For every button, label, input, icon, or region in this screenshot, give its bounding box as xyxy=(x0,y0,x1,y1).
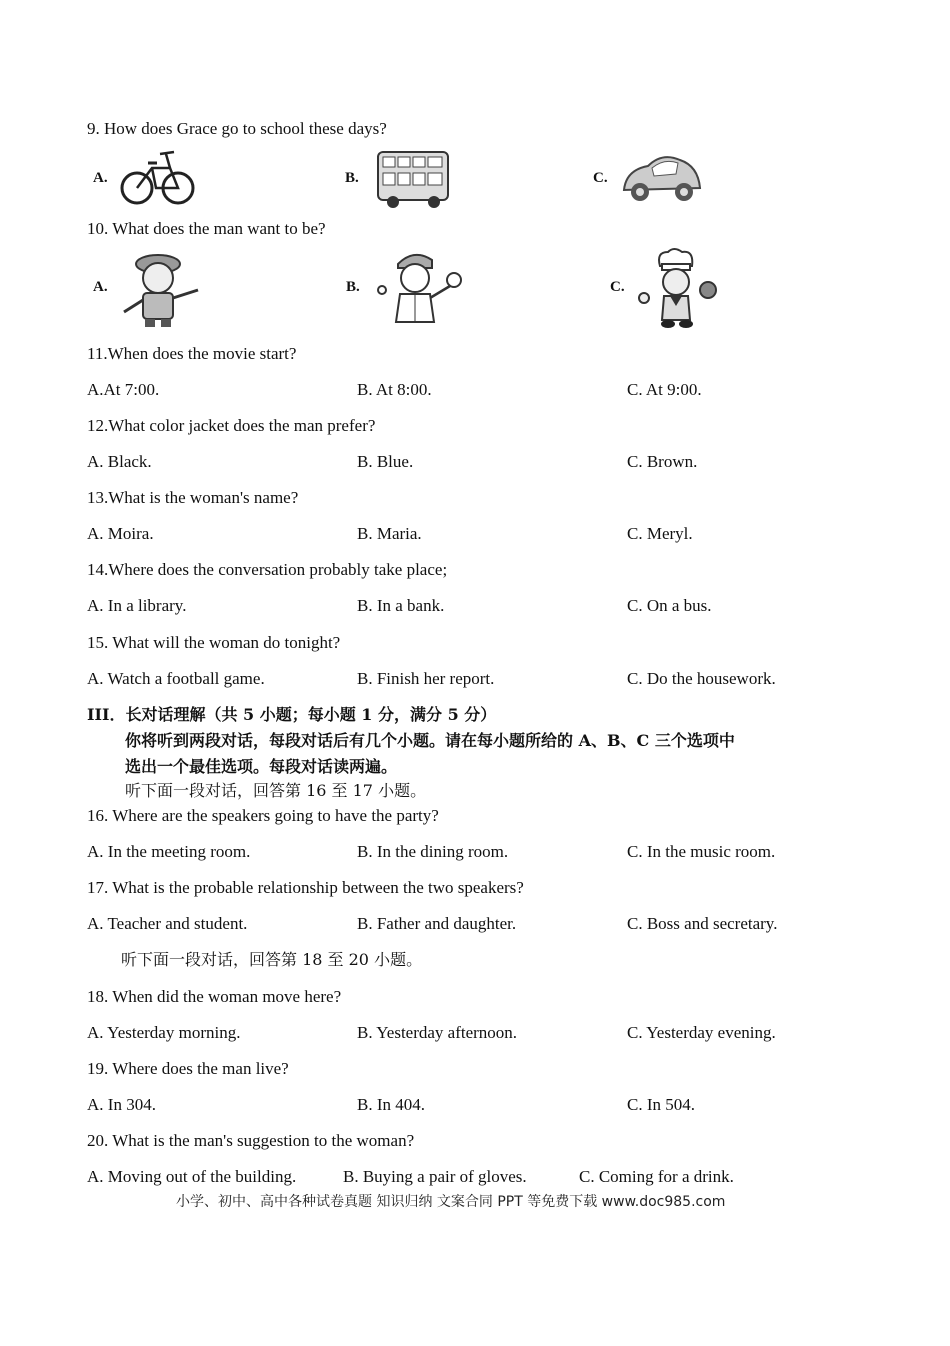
q15-option-a: A. Watch a football game. xyxy=(87,669,265,688)
question-16: 16. Where are the speakers going to have the party? xyxy=(87,806,439,825)
q17-option-c: C. Boss and secretary. xyxy=(627,914,778,933)
question-17: 17. What is the probable relationship between the two speakers? xyxy=(87,878,524,897)
q17-option-a: A. Teacher and student. xyxy=(87,914,248,933)
bicycle-icon xyxy=(120,146,196,208)
q20-option-c: C. Coming for a drink. xyxy=(579,1167,734,1186)
bus-icon xyxy=(376,148,452,210)
q15-option-b: B. Finish her report. xyxy=(357,669,495,688)
q9-option-a-label: A. xyxy=(93,170,108,186)
q16-option-b: B. In the dining room. xyxy=(357,842,509,861)
question-10: 10. What does the man want to be? xyxy=(87,219,326,238)
q15-option-c: C. Do the housework. xyxy=(627,669,776,688)
question-19: 19. Where does the man live? xyxy=(87,1059,289,1078)
q10-option-c-label: C. xyxy=(610,279,625,295)
q16-option-a: A. In the meeting room. xyxy=(87,842,251,861)
q17-option-b: B. Father and daughter. xyxy=(357,914,517,933)
q14-option-a: A. In a library. xyxy=(87,596,187,615)
question-11: 11.When does the movie start? xyxy=(87,344,297,363)
car-icon xyxy=(618,150,704,206)
question-20: 20. What is the man's suggestion to the woman? xyxy=(87,1131,415,1150)
q19-option-a: A. In 304. xyxy=(87,1095,156,1114)
question-13: 13.What is the woman's name? xyxy=(87,488,299,507)
q11-option-b: B. At 8:00. xyxy=(357,380,432,399)
question-15: 15. What will the woman do tonight? xyxy=(87,633,341,652)
q20-option-a: A. Moving out of the building. xyxy=(87,1167,297,1186)
q19-option-c: C. In 504. xyxy=(627,1095,695,1114)
q12-option-c: C. Brown. xyxy=(627,452,698,471)
q12-option-a: A. Black. xyxy=(87,452,152,471)
q12-option-b: B. Blue. xyxy=(357,452,414,471)
q18-option-b: B. Yesterday afternoon. xyxy=(357,1023,518,1042)
q9-option-c-label: C. xyxy=(593,170,608,186)
q19-option-b: B. In 404. xyxy=(357,1095,425,1114)
q11-option-c: C. At 9:00. xyxy=(627,380,702,399)
cook-icon xyxy=(634,246,720,332)
question-12: 12.What color jacket does the man prefer? xyxy=(87,416,376,435)
doctor-icon xyxy=(374,246,466,328)
listen-instruction-16-17: 听下面一段对话，回答第 16 至 17 小题。 xyxy=(125,781,427,800)
page-footer: 小学、初中、高中各种试卷真题 知识归纳 文案合同 PPT 等免费下载 www.doc985.com xyxy=(176,1194,726,1210)
q13-option-a: A. Moira. xyxy=(87,524,154,543)
q14-option-b: B. In a bank. xyxy=(357,596,445,615)
q9-option-b-label: B. xyxy=(345,170,359,186)
policeman-icon xyxy=(118,248,204,328)
question-14: 14.Where does the conversation probably take place; xyxy=(87,560,448,579)
q13-option-b: B. Maria. xyxy=(357,524,422,543)
question-18: 18. When did the woman move here? xyxy=(87,987,342,1006)
q10-option-a-label: A. xyxy=(93,279,108,295)
q18-option-a: A. Yesterday morning. xyxy=(87,1023,241,1042)
listen-instruction-18-20: 听下面一段对话，回答第 18 至 20 小题。 xyxy=(121,950,423,969)
q13-option-c: C. Meryl. xyxy=(627,524,693,543)
question-9: 9. How does Grace go to school these days? xyxy=(87,119,387,138)
q18-option-c: C. Yesterday evening. xyxy=(627,1023,776,1042)
section-3-instruction-line2: 选出一个最佳选项。每段对话读两遍。 xyxy=(125,757,398,776)
q14-option-c: C. On a bus. xyxy=(627,596,712,615)
section-3-title: III．长对话理解（共 5 小题；每小题 1 分，满分 5 分） xyxy=(87,705,497,724)
q16-option-c: C. In the music room. xyxy=(627,842,776,861)
section-3-instruction-line1: 你将听到两段对话，每段对话后有几个小题。请在每小题所给的 A、B、C 三个选项中 xyxy=(125,731,735,750)
q10-option-b-label: B. xyxy=(346,279,360,295)
q20-option-b: B. Buying a pair of gloves. xyxy=(343,1167,527,1186)
q11-option-a: A.At 7:00. xyxy=(87,380,160,399)
